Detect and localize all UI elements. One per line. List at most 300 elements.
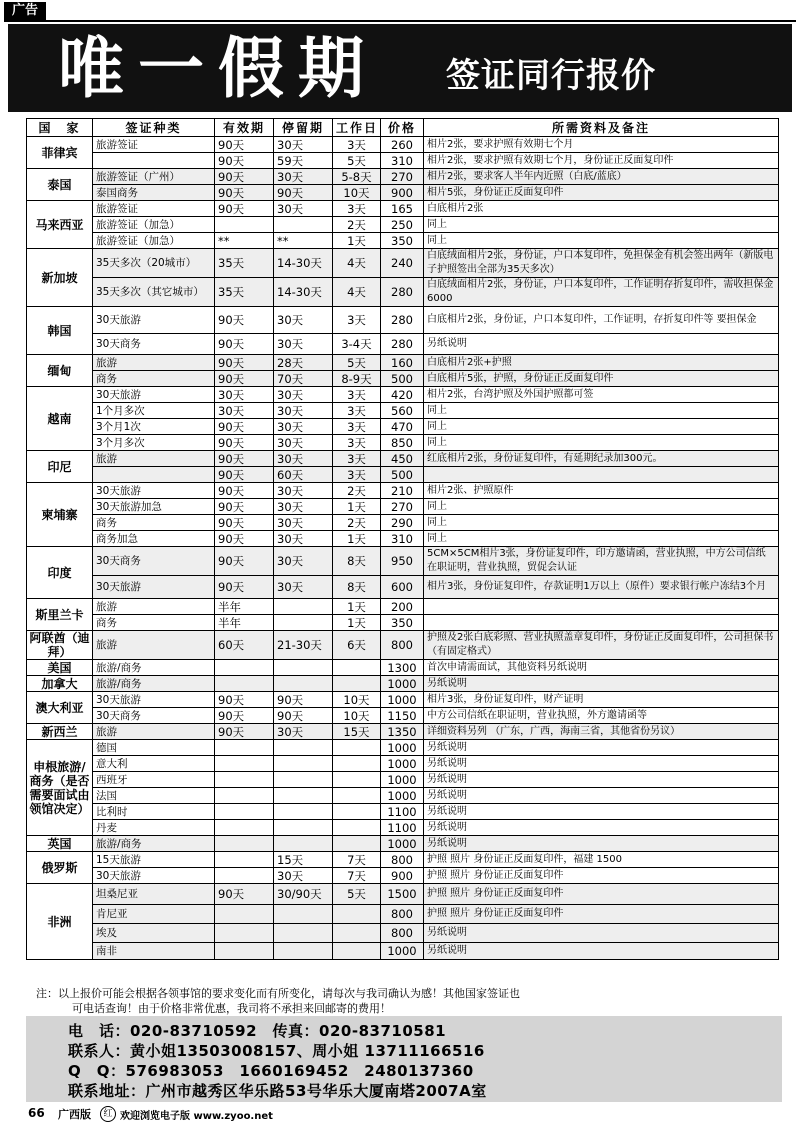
- table-row: [27, 756, 779, 772]
- notes-cell: 另纸说明: [424, 740, 779, 756]
- table-row: [27, 515, 779, 531]
- country-cell: 阿联酋（迪拜）: [27, 631, 93, 660]
- notes-cell: 相片2张，台湾护照及外国护照都可签: [424, 387, 779, 403]
- validity-cell: 90天: [215, 708, 274, 724]
- visa-type-cell: 商务加急: [93, 531, 215, 547]
- table-row: [27, 531, 779, 547]
- stay-cell: [274, 804, 333, 820]
- price-cell: 1000: [381, 756, 424, 772]
- footnote-line-2: 可电话查询！由于价格非常优惠，我司将不承担来回邮寄的费用！: [72, 1002, 391, 1015]
- price-cell: 600: [381, 576, 424, 599]
- country-cell: 柬埔寨: [27, 483, 93, 547]
- validity-cell: 60天: [215, 631, 274, 660]
- notes-cell: 同上: [424, 403, 779, 419]
- stay-cell: 30/90天: [274, 884, 333, 905]
- table-row: [27, 201, 779, 217]
- stay-cell: 14-30天: [274, 278, 333, 307]
- price-cell: 280: [381, 307, 424, 334]
- price-cell: 1000: [381, 740, 424, 756]
- validity-cell: 90天: [215, 531, 274, 547]
- validity-cell: 90天: [215, 576, 274, 599]
- stay-cell: 60天: [274, 467, 333, 483]
- notes-cell: [424, 467, 779, 483]
- price-cell: 1000: [381, 772, 424, 788]
- visa-type-cell: 15天旅游: [93, 852, 215, 868]
- workdays-cell: 1天: [333, 599, 381, 615]
- workdays-cell: [333, 660, 381, 676]
- country-cell: 泰国: [27, 169, 93, 201]
- notes-cell: 另纸说明: [424, 676, 779, 692]
- validity-cell: 90天: [215, 483, 274, 499]
- contact-phone: 电 话：020-83710592 传真：020-83710581: [68, 1022, 447, 1040]
- price-cell: 950: [381, 547, 424, 576]
- validity-cell: 90天: [215, 169, 274, 185]
- stay-cell: 30天: [274, 137, 333, 153]
- validity-cell: [215, 804, 274, 820]
- table-row: [27, 419, 779, 435]
- stay-cell: [274, 740, 333, 756]
- workdays-cell: 10天: [333, 185, 381, 201]
- workdays-cell: 7天: [333, 852, 381, 868]
- table-row: [27, 185, 779, 201]
- stay-cell: [274, 924, 333, 943]
- notes-cell: 护照及2张白底彩照、营业执照盖章复印件，身份证正反面复印件，公司担保书（有固定格式）: [424, 631, 779, 660]
- visa-type-cell: 意大利: [93, 756, 215, 772]
- stay-cell: [274, 599, 333, 615]
- price-cell: 290: [381, 515, 424, 531]
- table-row: [27, 772, 779, 788]
- workdays-cell: 2天: [333, 217, 381, 233]
- workdays-cell: 3天: [333, 387, 381, 403]
- notes-cell: 另纸说明: [424, 943, 779, 960]
- notes-cell: 另纸说明: [424, 924, 779, 943]
- table-row: [27, 217, 779, 233]
- ad-tag: 广告: [4, 2, 46, 20]
- column-header: 签证种类: [93, 119, 215, 137]
- validity-cell: [215, 868, 274, 884]
- price-cell: 250: [381, 217, 424, 233]
- workdays-cell: 3天: [333, 137, 381, 153]
- workdays-cell: 3天: [333, 467, 381, 483]
- stay-cell: [274, 676, 333, 692]
- notes-cell: 相片2张，要求护照有效期七个月: [424, 137, 779, 153]
- validity-cell: 90天: [215, 499, 274, 515]
- visa-type-cell: 旅游/商务: [93, 660, 215, 676]
- validity-cell: [215, 660, 274, 676]
- visa-type-cell: 旅游: [93, 355, 215, 371]
- table-row: [27, 852, 779, 868]
- price-cell: 280: [381, 334, 424, 355]
- notes-cell: 同上: [424, 531, 779, 547]
- contact-box: [26, 1016, 782, 1102]
- workdays-cell: 10天: [333, 708, 381, 724]
- workdays-cell: [333, 820, 381, 836]
- stay-cell: [274, 772, 333, 788]
- notes-cell: 另纸说明: [424, 788, 779, 804]
- validity-cell: 30天: [215, 403, 274, 419]
- validity-cell: **: [215, 233, 274, 249]
- stay-cell: 30天: [274, 419, 333, 435]
- visa-type-cell: 德国: [93, 740, 215, 756]
- stay-cell: 21-30天: [274, 631, 333, 660]
- country-cell: 新加坡: [27, 249, 93, 307]
- column-header: 价格: [381, 119, 424, 137]
- country-cell: 马来西亚: [27, 201, 93, 249]
- stay-cell: 30天: [274, 201, 333, 217]
- validity-cell: [215, 217, 274, 233]
- price-cell: 420: [381, 387, 424, 403]
- validity-cell: 90天: [215, 435, 274, 451]
- price-cell: 800: [381, 905, 424, 924]
- notes-cell: 同上: [424, 435, 779, 451]
- price-cell: 1100: [381, 804, 424, 820]
- table-row: [27, 233, 779, 249]
- page-subtitle: 签证同行报价: [446, 56, 656, 96]
- stay-cell: [274, 217, 333, 233]
- stay-cell: 14-30天: [274, 249, 333, 278]
- validity-cell: 90天: [215, 153, 274, 169]
- validity-cell: 90天: [215, 201, 274, 217]
- price-cell: 260: [381, 137, 424, 153]
- visa-type-cell: 旅游: [93, 724, 215, 740]
- workdays-cell: [333, 943, 381, 960]
- edition-label: 广西版: [58, 1108, 91, 1121]
- workdays-cell: [333, 804, 381, 820]
- table-row: [27, 924, 779, 943]
- table-row: [27, 804, 779, 820]
- workdays-cell: 3天: [333, 419, 381, 435]
- notes-cell: 同上: [424, 499, 779, 515]
- validity-cell: 30天: [215, 387, 274, 403]
- price-cell: 270: [381, 169, 424, 185]
- visa-type-cell: 35天多次（20城市）: [93, 249, 215, 278]
- price-cell: 800: [381, 631, 424, 660]
- notes-cell: 白底相片2张+护照: [424, 355, 779, 371]
- visa-type-cell: 30天旅游: [93, 387, 215, 403]
- price-cell: 500: [381, 467, 424, 483]
- workdays-cell: 15天: [333, 724, 381, 740]
- table-row: [27, 387, 779, 403]
- notes-cell: 白底相片2张，身份证，户口本复印件，工作证明，存折复印件等 要担保金: [424, 307, 779, 334]
- stay-cell: 59天: [274, 153, 333, 169]
- table-row: [27, 708, 779, 724]
- validity-cell: 90天: [215, 724, 274, 740]
- table-row: [27, 451, 779, 467]
- visa-type-cell: 3个月多次: [93, 435, 215, 451]
- price-cell: 1100: [381, 820, 424, 836]
- validity-cell: 半年: [215, 615, 274, 631]
- stay-cell: 30天: [274, 499, 333, 515]
- stay-cell: [274, 905, 333, 924]
- notes-cell: 红底相片2张，身份证复印件，有延期纪录加300元。: [424, 451, 779, 467]
- visa-type-cell: 旅游/商务: [93, 676, 215, 692]
- table-row: [27, 820, 779, 836]
- visa-type-cell: 旅游: [93, 451, 215, 467]
- visa-type-cell: 30天旅游: [93, 692, 215, 708]
- logo-icon: 红: [100, 1106, 116, 1122]
- stay-cell: 30天: [274, 868, 333, 884]
- visa-price-table: [26, 118, 779, 960]
- notes-cell: 另纸说明: [424, 836, 779, 852]
- validity-cell: 90天: [215, 185, 274, 201]
- country-cell: 澳大利亚: [27, 692, 93, 724]
- contact-people: 联系人：黄小姐13503008157、周小姐 13711166516: [68, 1042, 485, 1060]
- country-cell: 印尼: [27, 451, 93, 483]
- visa-type-cell: 旅游签证（加急）: [93, 217, 215, 233]
- stay-cell: 30天: [274, 547, 333, 576]
- workdays-cell: 3天: [333, 451, 381, 467]
- price-cell: 160: [381, 355, 424, 371]
- stay-cell: 30天: [274, 387, 333, 403]
- table-row: [27, 740, 779, 756]
- table-row: [27, 724, 779, 740]
- price-cell: 450: [381, 451, 424, 467]
- country-cell: 韩国: [27, 307, 93, 355]
- stay-cell: 30天: [274, 576, 333, 599]
- notes-cell: 同上: [424, 419, 779, 435]
- price-cell: 560: [381, 403, 424, 419]
- notes-cell: 白底相片2张: [424, 201, 779, 217]
- notes-cell: 相片3张，身份证复印件，存款证明1万以上（原件）要求银行帐户冻结3个月: [424, 576, 779, 599]
- stay-cell: 30天: [274, 435, 333, 451]
- validity-cell: [215, 772, 274, 788]
- notes-cell: 相片3张，身份证复印件，财产证明: [424, 692, 779, 708]
- validity-cell: 半年: [215, 599, 274, 615]
- notes-cell: 相片2张、护照原件: [424, 483, 779, 499]
- notes-cell: 同上: [424, 515, 779, 531]
- workdays-cell: 10天: [333, 692, 381, 708]
- validity-cell: [215, 756, 274, 772]
- workdays-cell: 5-8天: [333, 169, 381, 185]
- workdays-cell: [333, 740, 381, 756]
- workdays-cell: 4天: [333, 249, 381, 278]
- stay-cell: 90天: [274, 692, 333, 708]
- country-cell: 俄罗斯: [27, 852, 93, 884]
- table-row: [27, 169, 779, 185]
- visa-type-cell: 1个月多次: [93, 403, 215, 419]
- country-cell: 美国: [27, 660, 93, 676]
- table-row: [27, 435, 779, 451]
- workdays-cell: 7天: [333, 868, 381, 884]
- table-row: [27, 905, 779, 924]
- stay-cell: 70天: [274, 371, 333, 387]
- visa-type-cell: 丹麦: [93, 820, 215, 836]
- stay-cell: [274, 820, 333, 836]
- workdays-cell: 8天: [333, 547, 381, 576]
- workdays-cell: 8-9天: [333, 371, 381, 387]
- validity-cell: 90天: [215, 451, 274, 467]
- price-cell: 350: [381, 615, 424, 631]
- visa-type-cell: 30天旅游: [93, 576, 215, 599]
- visa-type-cell: 比利时: [93, 804, 215, 820]
- validity-cell: 35天: [215, 278, 274, 307]
- validity-cell: [215, 740, 274, 756]
- visa-type-cell: [93, 467, 215, 483]
- column-header: 有效期: [215, 119, 274, 137]
- workdays-cell: 5天: [333, 884, 381, 905]
- price-cell: 1000: [381, 788, 424, 804]
- table-row: [27, 137, 779, 153]
- visa-type-cell: 泰国商务: [93, 185, 215, 201]
- price-cell: 1350: [381, 724, 424, 740]
- validity-cell: 90天: [215, 371, 274, 387]
- table-header-row: [27, 119, 779, 137]
- workdays-cell: 2天: [333, 483, 381, 499]
- price-cell: 310: [381, 153, 424, 169]
- stay-cell: **: [274, 233, 333, 249]
- notes-cell: 护照 照片 身份证正反面复印件: [424, 868, 779, 884]
- notes-cell: 同上: [424, 217, 779, 233]
- table-row: [27, 483, 779, 499]
- price-cell: 280: [381, 278, 424, 307]
- table-row: [27, 355, 779, 371]
- column-header: 所需资料及备注: [424, 119, 779, 137]
- validity-cell: [215, 924, 274, 943]
- stay-cell: 30天: [274, 451, 333, 467]
- validity-cell: 90天: [215, 137, 274, 153]
- price-cell: 1500: [381, 884, 424, 905]
- visa-type-cell: 法国: [93, 788, 215, 804]
- country-cell: 越南: [27, 387, 93, 451]
- table-row: [27, 547, 779, 576]
- workdays-cell: [333, 756, 381, 772]
- column-header: 停留期: [274, 119, 333, 137]
- price-cell: 270: [381, 499, 424, 515]
- notes-cell: 相片2张，要求客人半年内近照（白底/蓝底）: [424, 169, 779, 185]
- notes-cell: 首次申请需面试，其他资料另纸说明: [424, 660, 779, 676]
- notes-cell: 详细资料另列 （广东，广西，海南三省，其他省份另议）: [424, 724, 779, 740]
- stay-cell: 30天: [274, 334, 333, 355]
- validity-cell: [215, 943, 274, 960]
- workdays-cell: 3天: [333, 403, 381, 419]
- validity-cell: 90天: [215, 419, 274, 435]
- price-cell: 850: [381, 435, 424, 451]
- workdays-cell: 2天: [333, 515, 381, 531]
- top-rule: [4, 20, 796, 22]
- visa-type-cell: 商务: [93, 371, 215, 387]
- table-row: [27, 278, 779, 307]
- visa-type-cell: 30天旅游: [93, 307, 215, 334]
- notes-cell: 相片2张，要求护照有效期七个月，身份证正反面复印件: [424, 153, 779, 169]
- footnote-line-1: 注：以上报价可能会根据各领事馆的要求变化而有所变化，请每次与我司确认为感！其他国家签证也: [36, 987, 520, 1000]
- table-row: [27, 615, 779, 631]
- price-cell: 900: [381, 868, 424, 884]
- price-cell: 800: [381, 924, 424, 943]
- visa-type-cell: 坦桑尼亚: [93, 884, 215, 905]
- validity-cell: 35天: [215, 249, 274, 278]
- notes-cell: 白底相片5张，护照，身份证正反面复印件: [424, 371, 779, 387]
- workdays-cell: 1天: [333, 615, 381, 631]
- price-cell: 1000: [381, 692, 424, 708]
- bottom-bar: [0, 1104, 800, 1123]
- price-cell: 165: [381, 201, 424, 217]
- price-cell: 800: [381, 852, 424, 868]
- country-cell: 缅甸: [27, 355, 93, 387]
- workdays-cell: 3天: [333, 435, 381, 451]
- stay-cell: 90天: [274, 185, 333, 201]
- validity-cell: 90天: [215, 307, 274, 334]
- site-link[interactable]: 欢迎浏览电子版 www.zyoo.net: [120, 1111, 273, 1122]
- table-row: [27, 884, 779, 905]
- table-row: [27, 631, 779, 660]
- visa-type-cell: 30天商务: [93, 547, 215, 576]
- table-row: [27, 868, 779, 884]
- workdays-cell: 1天: [333, 233, 381, 249]
- workdays-cell: 1天: [333, 531, 381, 547]
- visa-type-cell: 埃及: [93, 924, 215, 943]
- price-cell: 1000: [381, 836, 424, 852]
- stay-cell: 30天: [274, 724, 333, 740]
- contact-address: 联系地址：广州市越秀区华乐路53号华乐大厦南塔2007A室: [68, 1082, 487, 1100]
- table-row: [27, 599, 779, 615]
- validity-cell: 90天: [215, 515, 274, 531]
- country-cell: 申根旅游/商务（是否需要面试由领馆决定）: [27, 740, 93, 836]
- visa-type-cell: 30天商务: [93, 708, 215, 724]
- workdays-cell: 3天: [333, 201, 381, 217]
- table-row: [27, 307, 779, 334]
- visa-type-cell: 旅游签证: [93, 137, 215, 153]
- validity-cell: 90天: [215, 547, 274, 576]
- notes-cell: 护照 照片 身份证正反面复印件，福建 1500: [424, 852, 779, 868]
- table-row: [27, 943, 779, 960]
- workdays-cell: 8天: [333, 576, 381, 599]
- price-cell: 310: [381, 531, 424, 547]
- price-cell: 200: [381, 599, 424, 615]
- visa-type-cell: 商务: [93, 515, 215, 531]
- page-title: 唯一假期: [58, 29, 378, 107]
- validity-cell: 90天: [215, 467, 274, 483]
- stay-cell: 30天: [274, 307, 333, 334]
- notes-cell: 护照 照片 身份证正反面复印件: [424, 905, 779, 924]
- header-banner: [8, 24, 792, 112]
- table-row: [27, 334, 779, 355]
- country-cell: 英国: [27, 836, 93, 852]
- notes-cell: [424, 599, 779, 615]
- table-row: [27, 836, 779, 852]
- country-cell: 菲律宾: [27, 137, 93, 169]
- stay-cell: [274, 943, 333, 960]
- price-cell: 240: [381, 249, 424, 278]
- visa-type-cell: 旅游签证: [93, 201, 215, 217]
- notes-cell: 护照 照片 身份证正反面复印件: [424, 884, 779, 905]
- table-row: [27, 153, 779, 169]
- notes-cell: [424, 615, 779, 631]
- visa-type-cell: 肯尼亚: [93, 905, 215, 924]
- visa-type-cell: 30天旅游加急: [93, 499, 215, 515]
- notes-cell: 另纸说明: [424, 334, 779, 355]
- validity-cell: 90天: [215, 355, 274, 371]
- price-cell: 500: [381, 371, 424, 387]
- stay-cell: 30天: [274, 403, 333, 419]
- page-number: 66: [28, 1106, 45, 1120]
- visa-type-cell: 30天旅游: [93, 483, 215, 499]
- footnote: [36, 986, 776, 1016]
- workdays-cell: 5天: [333, 153, 381, 169]
- notes-cell: 另纸说明: [424, 820, 779, 836]
- workdays-cell: [333, 836, 381, 852]
- stay-cell: 30天: [274, 483, 333, 499]
- stay-cell: 28天: [274, 355, 333, 371]
- workdays-cell: [333, 924, 381, 943]
- table-row: [27, 467, 779, 483]
- stay-cell: [274, 615, 333, 631]
- notes-cell: 相片5张，身份证正反面复印件: [424, 185, 779, 201]
- table-row: [27, 499, 779, 515]
- workdays-cell: 6天: [333, 631, 381, 660]
- table-row: [27, 788, 779, 804]
- validity-cell: 90天: [215, 884, 274, 905]
- visa-type-cell: 30天商务: [93, 334, 215, 355]
